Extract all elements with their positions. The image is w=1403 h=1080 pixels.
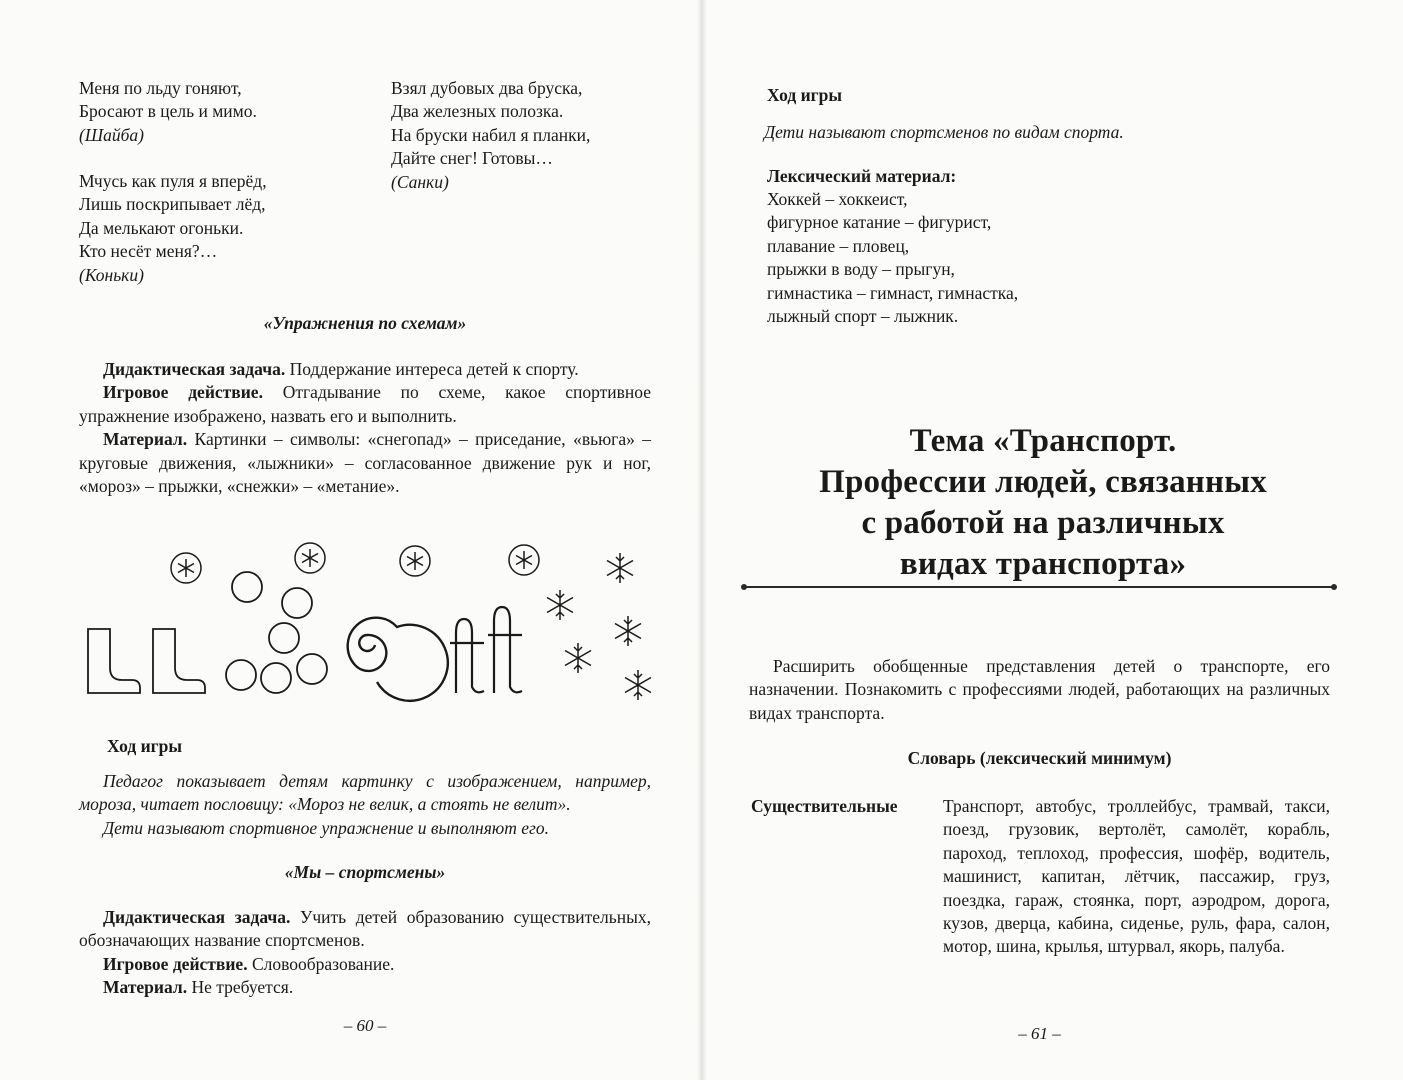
riddle-line: Взял дубовых два бруска, — [391, 78, 583, 98]
snowflake-icon — [565, 643, 591, 673]
course-heading: Ход игры — [107, 736, 182, 756]
riddle-skates — [79, 170, 267, 287]
topic-divider-rule — [744, 586, 1334, 588]
action-label: Игровое действие. — [103, 953, 248, 974]
riddle-line: Кто несёт меня?… — [79, 241, 218, 262]
task-label: Дидактическая задача. — [103, 359, 286, 379]
right-page — [703, 0, 1403, 1080]
page-number: – 61 – — [1018, 1024, 1061, 1043]
snowflake-circle-icon — [171, 553, 201, 583]
topic-line: видах транспорта» — [899, 546, 1187, 582]
lexical-line: плавание – пловец, — [767, 235, 910, 256]
riddle-sled — [391, 77, 590, 194]
left-page — [0, 0, 700, 1080]
snowflake-circle-icon — [295, 543, 325, 573]
game-title: «Мы – спортсмены» — [284, 862, 446, 882]
lexical-list — [767, 188, 1018, 328]
riddle-line: Дайте снег! Готовы… — [391, 148, 553, 169]
course-heading: Ход игры — [767, 85, 842, 105]
exercise-schema-illustration — [70, 535, 670, 710]
material-label: Материал. — [103, 977, 188, 998]
snowflake-icon — [625, 670, 651, 700]
riddle-answer: (Санки) — [391, 171, 449, 192]
course-text: Дети называют спортсменов по видам спорта. — [764, 122, 1124, 142]
riddle-line: Мчусь как пуля я вперёд, — [79, 171, 267, 191]
lexical-line: прыжки в воду – прыгун, — [767, 259, 955, 280]
riddle-line: Лишь поскрипывает лёд, — [79, 194, 266, 215]
snowball-icon — [232, 572, 262, 602]
game-title: «Упражнения по схемам» — [263, 313, 467, 333]
course-text — [79, 770, 651, 840]
riddle-answer: (Коньки) — [79, 264, 144, 285]
riddle-puck — [79, 77, 257, 147]
riddle-line: Бросают в цель и мимо. — [79, 101, 257, 122]
riddle-line: Да мелькают огоньки. — [79, 217, 244, 238]
snowball-icon — [226, 660, 256, 690]
lexical-heading: Лексический материал: — [767, 166, 957, 186]
dictionary-heading: Словарь (лексический минимум) — [907, 748, 1172, 768]
topic-title — [743, 421, 1343, 585]
runner-icon — [450, 619, 484, 693]
action-text: Словообразование. — [247, 953, 395, 974]
snowball-icon — [261, 663, 291, 693]
riddle-line: Два железных полозка. — [391, 101, 564, 122]
boot-icon — [88, 629, 140, 693]
riddle-line: Меня по льду гоняют, — [79, 78, 242, 98]
material-label: Материал. — [103, 429, 188, 450]
nouns-text: Транспорт, автобус, троллейбус, трамвай, такси, поезд, грузовик, вертолёт, самолёт, корабль, пароход, теплоход, профессия, шофёр, водитель, машинист, капитан, лётчик, пассажир, груз, поездка, гараж, стоянка, порт, аэродром, дорога, кузов, дверца, кабина, сиденье, руль, фара, салон, мотор, шина, крылья, штурвал, якорь, палуба. — [943, 796, 1330, 957]
runner-icon — [488, 607, 522, 693]
action-text: Отгадывание по схеме, какое спортивное упражнение изображено, назвать его и выполнить. — [79, 382, 651, 426]
topic-intro — [749, 655, 1330, 725]
snowflake-circle-icon — [400, 546, 430, 576]
spiral-icon — [348, 618, 448, 701]
task-label: Дидактическая задача. — [103, 907, 291, 927]
snowflake-circle-icon — [509, 545, 539, 575]
lexical-line: фигурное катание – фигурист, — [767, 212, 992, 233]
lexical-line: Хоккей – хоккеист, — [767, 189, 908, 209]
topic-line: Профессии людей, связанных — [819, 464, 1267, 500]
lexical-line: лыжный спорт – лыжник. — [767, 306, 959, 327]
lexical-line: гимнастика – гимнаст, гимнастка, — [767, 282, 1019, 303]
topic-line: Тема «Транспорт. — [909, 423, 1177, 459]
topic-line: с работой на различных — [861, 505, 1225, 541]
course-paragraph: Педагог показывает детям картинку с изображением, например, мороза, читает пословицу: «Мороз не велик, а стоять не велит». — [79, 771, 651, 815]
riddle-answer: (Шайба) — [79, 124, 144, 145]
nouns-label: Существительные — [751, 796, 898, 816]
snowflake-icon — [607, 553, 633, 583]
game-description — [79, 906, 651, 1000]
material-text: Картинки – символы: «снегопад» – приседание, «вьюга» – круговые движения, «лыжники» – согласованное движение рук и ног, «мороз» – прыжки, «снежки» – «метание». — [79, 429, 651, 497]
course-paragraph: Дети называют спортивное упражнение и выполняют его. — [103, 817, 549, 838]
riddle-line: На бруски набил я планки, — [391, 124, 591, 145]
snowflake-icon — [615, 616, 641, 646]
intro-paragraph: Расширить обобщенные представления детей о транспорте, его назначении. Познакомить с профессиями людей, работающих на различных видах транспорта. — [749, 656, 1330, 723]
task-text: Поддержание интереса детей к спорту. — [285, 359, 579, 379]
snowball-icon — [282, 588, 312, 618]
boot-icon — [153, 629, 205, 693]
snowball-icon — [297, 654, 327, 684]
page-number: – 60 – — [343, 1016, 387, 1035]
material-text: Не требуется. — [187, 977, 294, 998]
game-description — [79, 358, 651, 498]
snowflake-icon — [547, 590, 573, 620]
action-label: Игровое действие. — [103, 382, 263, 403]
snowball-icon — [269, 623, 299, 653]
task-text: Учить детей образованию существительных, обозначающих название спортсменов. — [79, 907, 651, 951]
